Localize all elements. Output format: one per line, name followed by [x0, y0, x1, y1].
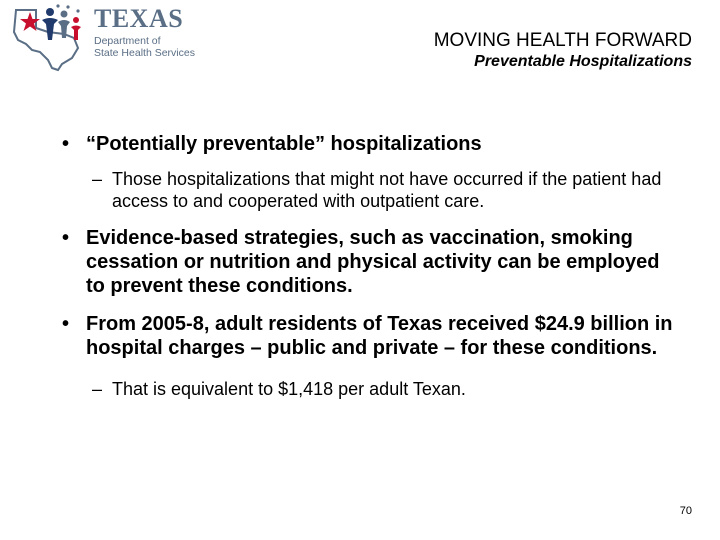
sub-bullet-marker: –	[92, 169, 103, 189]
sub-bullet-item	[62, 378, 682, 400]
bullet-item	[62, 312, 682, 360]
bullet-list	[62, 132, 682, 400]
dshs-logo	[8, 2, 208, 72]
logo-department	[94, 35, 195, 59]
slide-subtitle: Preventable Hospitalizations	[474, 53, 692, 70]
texas-map-people-icon	[8, 2, 92, 72]
slide-header	[434, 30, 692, 72]
logo-wordmark: TEXAS	[94, 4, 184, 33]
sub-bullet-text: That is equivalent to $1,418 per adult Texan.	[112, 379, 466, 399]
bullet-marker: •	[62, 227, 70, 249]
bullet-text: Evidence-based strategies, such as vaccination, smoking cessation or nutrition and physical activity can be employed to prevent these conditions.	[86, 227, 660, 297]
sub-bullet-item	[62, 168, 682, 212]
bullet-marker: •	[62, 133, 70, 155]
bullet-text: From 2005-8, adult residents of Texas received $24.9 billion in hospital charges – public and private – for these conditions.	[86, 313, 673, 359]
bullet-text: “Potentially preventable” hospitalizations	[86, 133, 482, 155]
slide-title: MOVING HEALTH FORWARD	[433, 30, 692, 51]
sub-bullet-text: Those hospitalizations that might not have occurred if the patient had access to and cooperated with outpatient care.	[112, 169, 662, 211]
bullet-item	[62, 132, 682, 156]
logo-dept-line1: Department of	[94, 35, 161, 47]
sub-bullet-marker: –	[92, 379, 103, 399]
logo-dept-line2: State Health Services	[94, 47, 195, 59]
bullet-marker: •	[62, 313, 70, 335]
page-number: 70	[679, 505, 692, 517]
bullet-item	[62, 226, 682, 298]
